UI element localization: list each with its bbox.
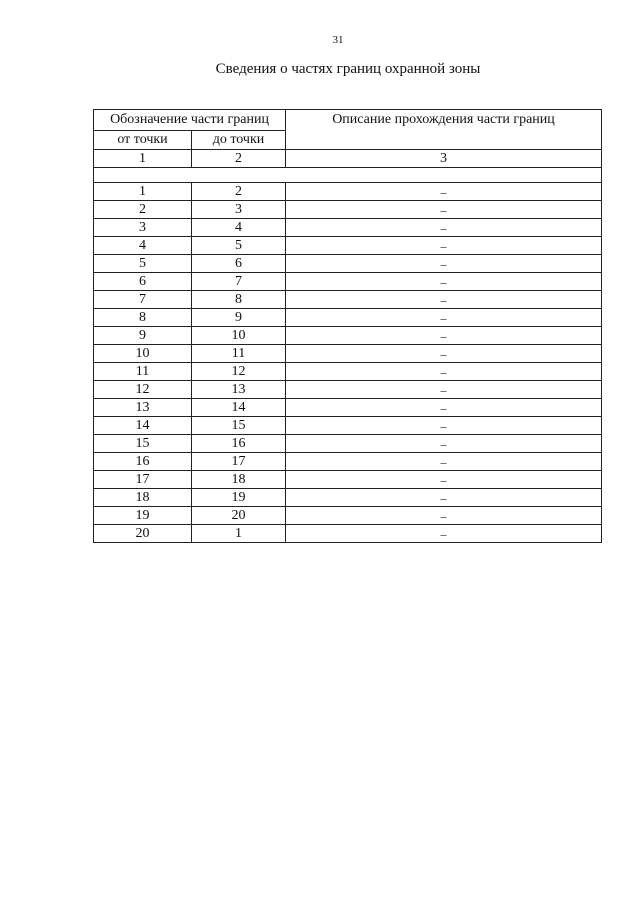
empty-section-cell	[94, 168, 602, 183]
from-point-cell: 19	[94, 507, 192, 525]
table-row	[94, 489, 602, 507]
boundary-parts-table	[93, 109, 602, 543]
description-cell: –	[286, 219, 602, 237]
from-point-cell: 12	[94, 381, 192, 399]
description-cell: –	[286, 201, 602, 219]
description-cell: –	[286, 417, 602, 435]
table-row	[94, 291, 602, 309]
table-row	[94, 237, 602, 255]
to-point-cell: 16	[192, 435, 286, 453]
column-index-2: 2	[192, 150, 286, 168]
description-cell: –	[286, 453, 602, 471]
header-description: Описание прохождения части границ	[286, 110, 602, 150]
document-title: Сведения о частях границ охранной зоны	[215, 61, 481, 77]
description-cell: –	[286, 273, 602, 291]
table-row	[94, 309, 602, 327]
to-point-cell: 15	[192, 417, 286, 435]
table-row	[94, 471, 602, 489]
table-row	[94, 507, 602, 525]
page-number: 31	[332, 34, 344, 46]
description-cell: –	[286, 363, 602, 381]
to-point-cell: 4	[192, 219, 286, 237]
from-point-cell: 9	[94, 327, 192, 345]
from-point-cell: 6	[94, 273, 192, 291]
to-point-cell: 11	[192, 345, 286, 363]
column-index-row	[94, 150, 602, 168]
from-point-cell: 14	[94, 417, 192, 435]
to-point-cell: 19	[192, 489, 286, 507]
from-point-cell: 1	[94, 183, 192, 201]
from-point-cell: 7	[94, 291, 192, 309]
from-point-cell: 16	[94, 453, 192, 471]
to-point-cell: 10	[192, 327, 286, 345]
from-point-cell: 20	[94, 525, 192, 543]
description-cell: –	[286, 525, 602, 543]
empty-section-row	[94, 168, 602, 183]
description-cell: –	[286, 309, 602, 327]
from-point-cell: 17	[94, 471, 192, 489]
description-cell: –	[286, 237, 602, 255]
description-cell: –	[286, 345, 602, 363]
column-index-3: 3	[286, 150, 602, 168]
description-cell: –	[286, 291, 602, 309]
table-row	[94, 345, 602, 363]
from-point-cell: 10	[94, 345, 192, 363]
column-index-1: 1	[94, 150, 192, 168]
table-row	[94, 453, 602, 471]
table-row	[94, 435, 602, 453]
header-to-point: до точки	[192, 131, 286, 150]
header-from-point: от точки	[94, 131, 192, 150]
description-cell: –	[286, 255, 602, 273]
description-cell: –	[286, 435, 602, 453]
header-boundary-designation: Обозначение части границ	[94, 110, 286, 131]
from-point-cell: 5	[94, 255, 192, 273]
to-point-cell: 17	[192, 453, 286, 471]
from-point-cell: 11	[94, 363, 192, 381]
table-row	[94, 525, 602, 543]
description-cell: –	[286, 327, 602, 345]
to-point-cell: 13	[192, 381, 286, 399]
table-row	[94, 201, 602, 219]
table-row	[94, 273, 602, 291]
table-row	[94, 417, 602, 435]
to-point-cell: 20	[192, 507, 286, 525]
to-point-cell: 18	[192, 471, 286, 489]
description-cell: –	[286, 183, 602, 201]
table-row	[94, 219, 602, 237]
to-point-cell: 5	[192, 237, 286, 255]
description-cell: –	[286, 507, 602, 525]
table-row	[94, 327, 602, 345]
to-point-cell: 8	[192, 291, 286, 309]
table-header-row	[94, 110, 602, 131]
to-point-cell: 14	[192, 399, 286, 417]
from-point-cell: 8	[94, 309, 192, 327]
description-cell: –	[286, 471, 602, 489]
from-point-cell: 3	[94, 219, 192, 237]
table-row	[94, 255, 602, 273]
description-cell: –	[286, 381, 602, 399]
to-point-cell: 1	[192, 525, 286, 543]
table-row	[94, 363, 602, 381]
to-point-cell: 3	[192, 201, 286, 219]
description-cell: –	[286, 399, 602, 417]
to-point-cell: 7	[192, 273, 286, 291]
from-point-cell: 15	[94, 435, 192, 453]
from-point-cell: 13	[94, 399, 192, 417]
from-point-cell: 4	[94, 237, 192, 255]
table-row	[94, 399, 602, 417]
to-point-cell: 9	[192, 309, 286, 327]
to-point-cell: 12	[192, 363, 286, 381]
description-cell: –	[286, 489, 602, 507]
table-row	[94, 183, 602, 201]
to-point-cell: 2	[192, 183, 286, 201]
from-point-cell: 2	[94, 201, 192, 219]
from-point-cell: 18	[94, 489, 192, 507]
table-row	[94, 381, 602, 399]
to-point-cell: 6	[192, 255, 286, 273]
